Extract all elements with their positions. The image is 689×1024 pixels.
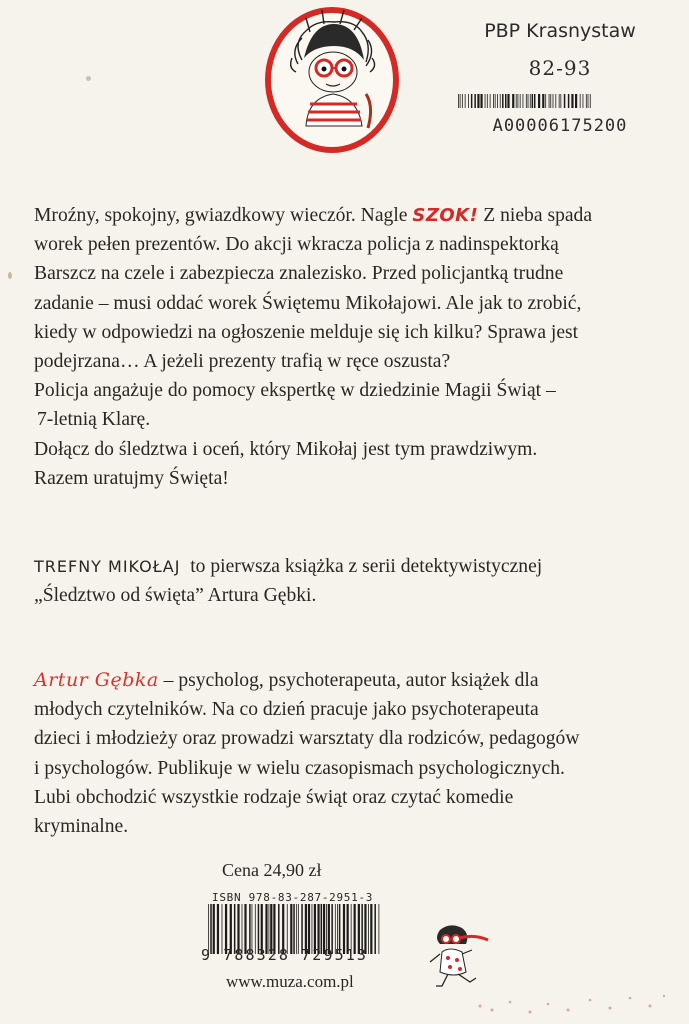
library-barcode-bar [471, 94, 473, 108]
girl-illustration-circle [262, 2, 402, 154]
library-barcode-bar [575, 94, 577, 108]
price-label: Cena 24,90 zł [222, 860, 322, 880]
library-barcode-bar [580, 94, 581, 108]
library-barcode-bar [560, 94, 561, 108]
ean-barcode-bar [368, 904, 369, 954]
paper-speck [86, 76, 91, 81]
blurb-line: Policja angażuje do pomocy ekspertkę w dziedzinie Magii Świąt – [34, 380, 556, 402]
library-barcode-bar [542, 94, 544, 108]
isbn-label: ISBN 978-83-287-2951-3 [212, 891, 374, 904]
library-barcode-bar [534, 94, 536, 108]
library-barcode-bar [468, 94, 469, 108]
library-inventory-code: A00006175200 [492, 116, 628, 136]
ean-digits: 9 788328 729513 [201, 946, 368, 964]
author-signature: Artur Gębka [34, 669, 159, 691]
library-barcode-bar [532, 94, 534, 108]
series-book-title: TREFNY MIKOŁAJ [34, 557, 181, 576]
library-barcode-bar [518, 94, 519, 108]
library-barcode-bar [526, 94, 527, 108]
library-barcode-bar [571, 94, 573, 108]
series-line [34, 552, 674, 581]
library-barcode-bar [555, 94, 556, 108]
blurb-line: kiedy w odpowiedzi na ogłoszenie melduje się ich kilku? Sprawa jest [34, 321, 579, 343]
blurb-line: Dołącz do śledztwa i oceń, który Mikołaj jest tym prawdziwym. [34, 438, 538, 460]
library-barcode-bar [497, 94, 498, 108]
series-text: to pierwsza książka z serii detektywistycznej [180, 556, 543, 577]
blurb-text: Mroźny, spokojny, gwiazdkowy wieczór. Nagle [34, 205, 413, 226]
library-barcode-bar [538, 94, 540, 108]
blurb-line: Barszcz na czele i zabezpiecza znalezisko. Przed policjantką trudne [34, 263, 564, 285]
blurb-line: zadanie – musi oddać worek Świętemu Mikołajowi. Ale jak to zrobić, [34, 292, 582, 314]
blurb-line: 7-letnią Klarę. [37, 409, 151, 431]
author-bio [34, 666, 674, 841]
library-barcode-bar [500, 94, 501, 108]
ean-barcode-bar [370, 904, 372, 954]
library-barcode-bar [583, 94, 584, 108]
library-barcode-bar [490, 94, 491, 108]
library-barcode-bar [493, 94, 494, 108]
library-barcode-bar [564, 94, 566, 108]
library-barcode-bar [507, 94, 509, 108]
library-barcode-bar [553, 94, 554, 108]
bio-line: Lubi obchodzić wszystkie rodzaje świąt oraz czytać komedie [34, 786, 514, 808]
blurb-text: Z nieba spada [478, 205, 593, 226]
series-note [34, 552, 674, 610]
library-barcode-bar [480, 94, 482, 108]
library-barcode-bar [545, 94, 546, 108]
library-barcode-bar [458, 94, 459, 108]
bio-line: dzieci i młodzieży oraz prowadzi warsztaty dla rodziców, pedagogów [34, 728, 580, 750]
publisher-website: www.muza.com.pl [226, 972, 354, 991]
ean-barcode-bar [379, 904, 380, 954]
library-barcode-bar [523, 94, 524, 108]
ean-barcode-bar [374, 904, 376, 954]
bio-line: kryminalne. [34, 816, 129, 838]
series-line: „Śledztwo od święta” Artura Gębki. [34, 585, 317, 607]
library-barcode-bar [465, 94, 466, 108]
library-barcode-bar [505, 94, 507, 108]
library-call-number: 82-93 [528, 56, 592, 80]
blurb-line: Razem uratujmy Święta! [34, 467, 229, 489]
library-barcode-bar [568, 94, 570, 108]
library-barcode-bar [550, 94, 551, 108]
bio-line [34, 666, 674, 695]
library-barcode-bar [520, 94, 521, 108]
library-barcode-bar [502, 94, 504, 108]
library-barcode-bar [487, 94, 488, 108]
library-barcode-bar [586, 94, 587, 108]
library-barcode-bar [549, 94, 550, 108]
blurb-line: podejrzana… A jeżeli prezenty trafią w ręce oszusta? [34, 351, 451, 373]
bio-text: – psycholog, psychoterapeuta, autor książek dla [158, 670, 539, 691]
footprint-dots [470, 980, 670, 1024]
blurb-line [34, 201, 674, 230]
library-barcode-bar [588, 94, 589, 108]
library-barcode-bar [512, 94, 514, 108]
library-barcode-bar [477, 94, 479, 108]
library-barcode-bar [495, 94, 496, 108]
library-barcode-bar [528, 94, 529, 108]
szok-exclamation: SZOK! [412, 205, 479, 226]
paper-speck [8, 272, 12, 279]
bio-line: młodych czytelników. Na co dzień pracuje jako psychoterapeuta [34, 699, 539, 721]
library-barcode-bar [460, 94, 461, 108]
library-barcode-bar [474, 94, 476, 108]
library-barcode-bar [485, 94, 486, 108]
library-name: PBP Krasnystaw [484, 20, 636, 42]
library-barcode [458, 94, 591, 108]
book-blurb [34, 201, 674, 493]
library-barcode-bar [590, 94, 591, 108]
bio-line: i psychologów. Publikuje w wielu czasopismach psychologicznych. [34, 757, 565, 779]
library-barcode-bar [516, 94, 517, 108]
library-barcode-bar [530, 94, 531, 108]
library-barcode-bar [559, 94, 560, 108]
library-barcode-bar [462, 94, 463, 108]
blurb-line: worek pełen prezentów. Do akcji wkracza policja z nadinspektorką [34, 234, 559, 256]
